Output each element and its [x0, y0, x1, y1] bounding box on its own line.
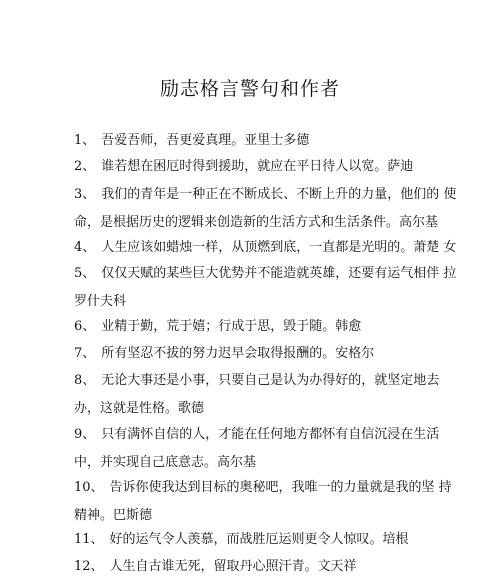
item-text: 人生自古谁无死，留取丹心照汗青。文天祥 — [109, 559, 357, 574]
item-text: 我们的青年是一种正在不断成长、不断上升的力量，他们的 使 — [101, 187, 457, 202]
item-number: 10、 — [74, 480, 104, 495]
item-number: 4、 — [74, 240, 96, 255]
list-item — [74, 340, 426, 368]
item-text-continued: 命，是根据历史的逻辑来创造新的生活方式和生活条件。高尔基 — [74, 215, 439, 230]
list-item — [74, 260, 457, 316]
item-text: 人生应该如蜡烛一样，从顶燃到底，一直都是光明的。萧楚 女 — [101, 240, 457, 255]
list-item — [74, 474, 452, 530]
list-item — [74, 234, 457, 262]
item-text: 好的运气令人羡慕，而战胜厄运则更令人惊叹。培根 — [109, 532, 409, 547]
list-item — [74, 553, 426, 574]
item-text: 仅仅天赋的某些巨大优势并不能造就英雄，还要有运气相伴 拉 — [101, 266, 457, 281]
item-text-continued: 办，这就是性格。歌德 — [74, 401, 205, 416]
item-number: 2、 — [74, 159, 96, 174]
item-number: 9、 — [74, 427, 96, 442]
item-text: 吾爱吾师，吾更爱真理。亚里士多德 — [101, 133, 310, 148]
item-number: 3、 — [74, 187, 96, 202]
item-text: 无论大事还是小事，只要自己是认为办得好的，就坚定地去 — [101, 373, 440, 388]
list-item — [74, 526, 426, 554]
list-item — [74, 421, 440, 477]
list-item — [74, 367, 440, 423]
item-text: 业精于勤，荒于嬉；行成于思，毁于随。韩愈 — [101, 319, 362, 334]
list-item — [74, 153, 426, 181]
item-number: 7、 — [74, 346, 96, 361]
item-text: 谁若想在困厄时得到援助，就应在平日待人以宽。萨迪 — [101, 159, 414, 174]
item-text-continued: 中，并实现自己底意志。高尔基 — [74, 455, 257, 470]
item-number: 6、 — [74, 319, 96, 334]
item-text-continued: 精神。巴斯德 — [74, 508, 153, 523]
item-text-continued: 罗什夫科 — [74, 294, 127, 309]
item-number: 8、 — [74, 373, 96, 388]
list-item — [74, 181, 457, 237]
item-number: 11、 — [74, 532, 104, 547]
item-text: 告诉你使我达到目标的奥秘吧，我唯一的力量就是我的坚 持 — [109, 480, 452, 495]
item-text: 只有满怀自信的人，才能在任何地方都怀有自信沉浸在生活 — [101, 427, 440, 442]
list-item — [74, 127, 426, 155]
page-title: 励志格言警句和作者 — [159, 78, 340, 100]
list-item — [74, 313, 426, 341]
item-text: 所有坚忍不拔的努力迟早会取得报酬的。安格尔 — [101, 346, 375, 361]
item-number: 12、 — [74, 559, 104, 574]
item-number: 1、 — [74, 133, 96, 148]
item-number: 5、 — [74, 266, 96, 281]
